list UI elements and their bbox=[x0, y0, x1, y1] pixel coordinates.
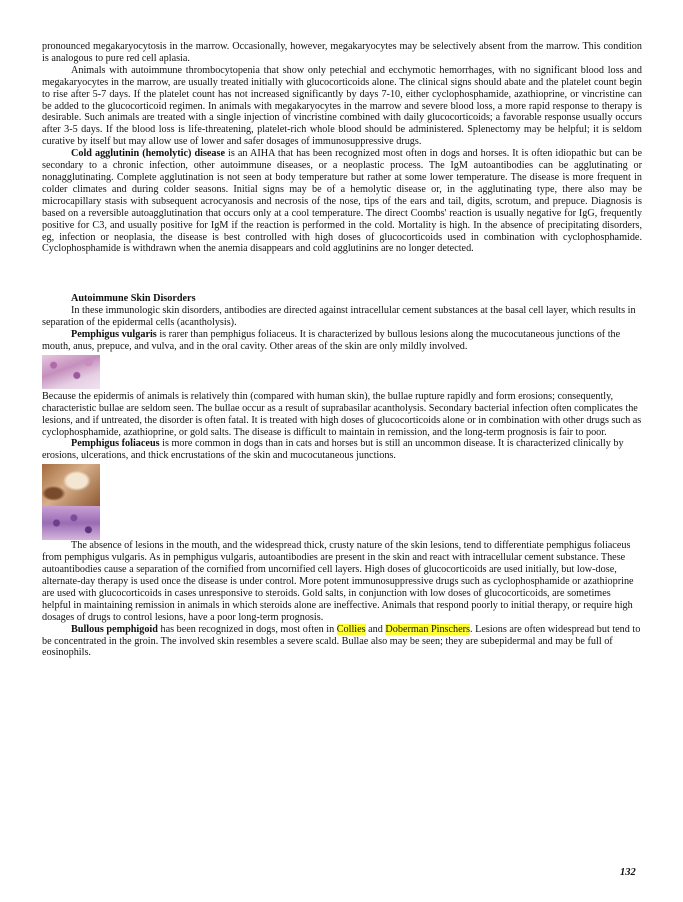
section-heading: Autoimmune Skin Disorders bbox=[71, 293, 196, 305]
paragraph-pemphigus-foliaceus-continued: The absence of lesions in the mouth, and the widespread thick, crusty nature of the skin lesions, tend to differentiate pemphigus foliaceus from pemphigus vulgaris. As in pemphigus vulgaris, autoantibodies are present in the skin and react with intracellular cement substance. These autoantibodies cause a separation of the cornified from uncornified cell layers. High doses of glucocorticoids are used initially, but low-dose, alternate-day therapy is used once the disease is under control. More potent immunosuppressive drugs such as cyclophosphamide or azathioprine are used with glucocorticoids in cases unresponsive to steroids. Gold salts, in conjunction with low doses of glucocorticoids, are sometimes helpful in maintaining remission in animals in which steroids alone are ineffective. Animals that respond poorly to initial therapy, or require high dosages of drugs to control lesions, have a poor long-term prognosis. bbox=[42, 540, 634, 623]
term-cold-agglutinin: Cold agglutinin (hemolytic) disease bbox=[71, 148, 226, 160]
term-pemphigus-foliaceus: Pemphigus foliaceus bbox=[71, 438, 160, 450]
bullous-pemphigoid-text-c: . Lesions are often widespread but tend to be concentrated in the groin. The involved skin resembles a severe scald. Bullae also may be seen; they are subepidermal and may be full of eosinophils. bbox=[42, 623, 641, 659]
paragraph-skin-intro: In these immunologic skin disorders, antibodies are directed against intracellular cement substances at the basal cell layer, which results in separation of the epidermal cells (acantholysis). bbox=[42, 305, 636, 329]
highlight-doberman-pinschers: Doberman Pinschers bbox=[385, 623, 471, 635]
clinical-photo-pemphigus-foliaceus bbox=[42, 464, 100, 506]
pemphigus-vulgaris-text: is rarer than pemphigus foliaceus. It is characterized by bullous lesions along the mucocutaneous junctions of the mouth, anus, prepuce, and vulva, and in the oral cavity. Other areas of the skin are only mildly involved. bbox=[42, 329, 621, 352]
section-spacer bbox=[42, 255, 642, 293]
image-group-pemphigus-foliaceus bbox=[42, 464, 100, 540]
page-number: 132 bbox=[620, 867, 636, 878]
paragraph-thrombocytopenia-treatment: Animals with autoimmune thrombocytopenia that show only petechial and ecchymotic hemorrhages, with no significant blood loss and megakaryocytes in the marrow, are usually treated initially with glucocorticoids alone. The clinical signs should abate and the platelet count begin to rise after 5-7 days. If the platelet count has not increased significantly by days 7-10, either cyclophosphamide, azathioprine, or vincristine can be added to the glucocorticoid regimen. In animals with megakaryocytes in the marrow and severe blood loss, a more rapid response to therapy is desirable. Such animals are treated with a single injection of vincristine combined with daily glucocorticoids; a favorable response usually occurs after 3-5 days. If the blood loss is life-threatening, platelet-rich whole blood should be administered. Splenectomy may be helpful; it is seldom curative by itself but may allow use of lower and safer dosages of immunosuppressive drugs. bbox=[42, 64, 642, 148]
highlight-collies: Collies bbox=[336, 623, 366, 635]
term-bullous-pemphigoid: Bullous pemphigoid bbox=[71, 623, 158, 635]
histology-image-pemphigus-foliaceus bbox=[42, 506, 100, 540]
paragraph-pemphigus-foliaceus bbox=[42, 438, 642, 462]
pemphigus-foliaceus-text: is more common in dogs than in cats and horses but is still an uncommon disease. It is characterized clinically by erosions, ulcerations, and thick encrustations of the skin and mucocutaneous junctions. bbox=[42, 438, 624, 462]
paragraph-pemphigus-vulgaris bbox=[42, 329, 642, 353]
page-body bbox=[42, 41, 642, 659]
bullous-pemphigoid-text-b: and bbox=[365, 623, 386, 635]
paragraph-cold-agglutinin bbox=[42, 148, 642, 255]
paragraph-pemphigus-vulgaris-continued: Because the epidermis of animals is relatively thin (compared with human skin), the bullae rupture rapidly and form erosions; consequently, characteristic bullae are seldom seen. The bullae occur as a result of suprabasilar acantholysis. Secondary bacterial infection often complicates the lesions, and if untreated, the disorder is often fatal. It is treated with high doses of glucocorticoids alone or in combination with other drugs such as cyclophosphamide, azathioprine, or gold salts. The disease is difficult to maintain in remission, and the long-term prognosis is fair to poor. bbox=[42, 390, 642, 438]
bullous-pemphigoid-text-a: has been recognized in dogs, most often in bbox=[157, 623, 337, 635]
term-pemphigus-vulgaris: Pemphigus vulgaris bbox=[71, 329, 157, 341]
histology-image-pemphigus-vulgaris bbox=[42, 355, 100, 389]
cold-agglutinin-text: is an AIHA that has been recognized most often in dogs and horses. It is often idiopathic but can be secondary to a chronic infection, other autoimmune diseases, or a neoplastic process. The IgM autoantibodies can be agglutinating or nonagglutinating. Complete agglutination is not seen at body temperature but rather at some lower temperature. The disease is more frequent in colder climates and during colder seasons. Initial signs may be of a hemolytic disease or, in the agglutinating type, there also may be microcapillary stasis with subsequent acrocyanosis and necrosis of the nose, tips of the ears and tail, digits, scrotum, and prepuce. Diagnosis is based on a reversible autoagglutination that occurs only at a cool temperature. The direct Coombs' reaction is usually negative for IgG, frequently positive for C3, and usually positive for IgM if the reaction is performed in the cold. Mortality is high. In the absence of precipitating disorders, eg, infection or neoplasia, the disease is best controlled with high doses of glucocorticoids used in combination with cyclophosphamide. Cyclophosphamide is withdrawn when the anemia disappears and cold agglutinins are no longer detected. bbox=[42, 148, 642, 255]
paragraph-marrow: pronounced megakaryocytosis in the marrow. Occasionally, however, megakaryocytes may be selectively absent from the marrow. This condition is analogous to pure red cell aplasia. bbox=[42, 41, 642, 64]
paragraph-bullous-pemphigoid bbox=[42, 624, 642, 660]
